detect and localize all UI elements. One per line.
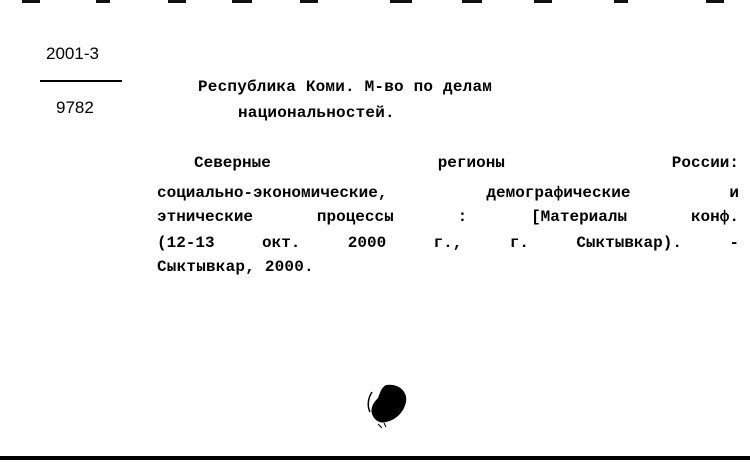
word: демографические [486,184,631,202]
word: регионы [437,154,505,172]
description-line-5: Сыктывкар, 2000. [157,258,314,276]
word: России: [671,154,739,172]
inventory-number: 9782 [56,98,94,117]
word: социально-экономические, [157,184,388,202]
author-heading-line-2: национальностей. [238,104,395,122]
word: Сыктывкар). [576,234,682,252]
shelfmark-divider [40,80,122,82]
author-heading-line-1: Республика Коми. М-во по делам [198,78,493,96]
word: (12-13 [157,234,215,252]
word: и [729,184,739,202]
word: Северные [194,154,271,172]
word: процессы [316,208,394,226]
punch-hole-icon [366,382,410,428]
description-line-1 [194,154,739,172]
card-bottom-edge [0,456,750,460]
word: г. [509,234,529,252]
description-line-4 [157,234,739,252]
word: конф. [690,208,739,226]
card-top-edge [0,0,750,6]
word: г., [433,234,463,252]
word: этнические [157,208,254,226]
description-line-3 [157,208,739,226]
word: [Материалы [531,208,628,226]
description-line-2 [157,184,739,202]
word: окт. [261,234,301,252]
word: 2000 [347,234,387,252]
word: - [729,234,739,252]
word: : [457,208,468,226]
shelfmark-number: 2001-3 [46,44,99,63]
